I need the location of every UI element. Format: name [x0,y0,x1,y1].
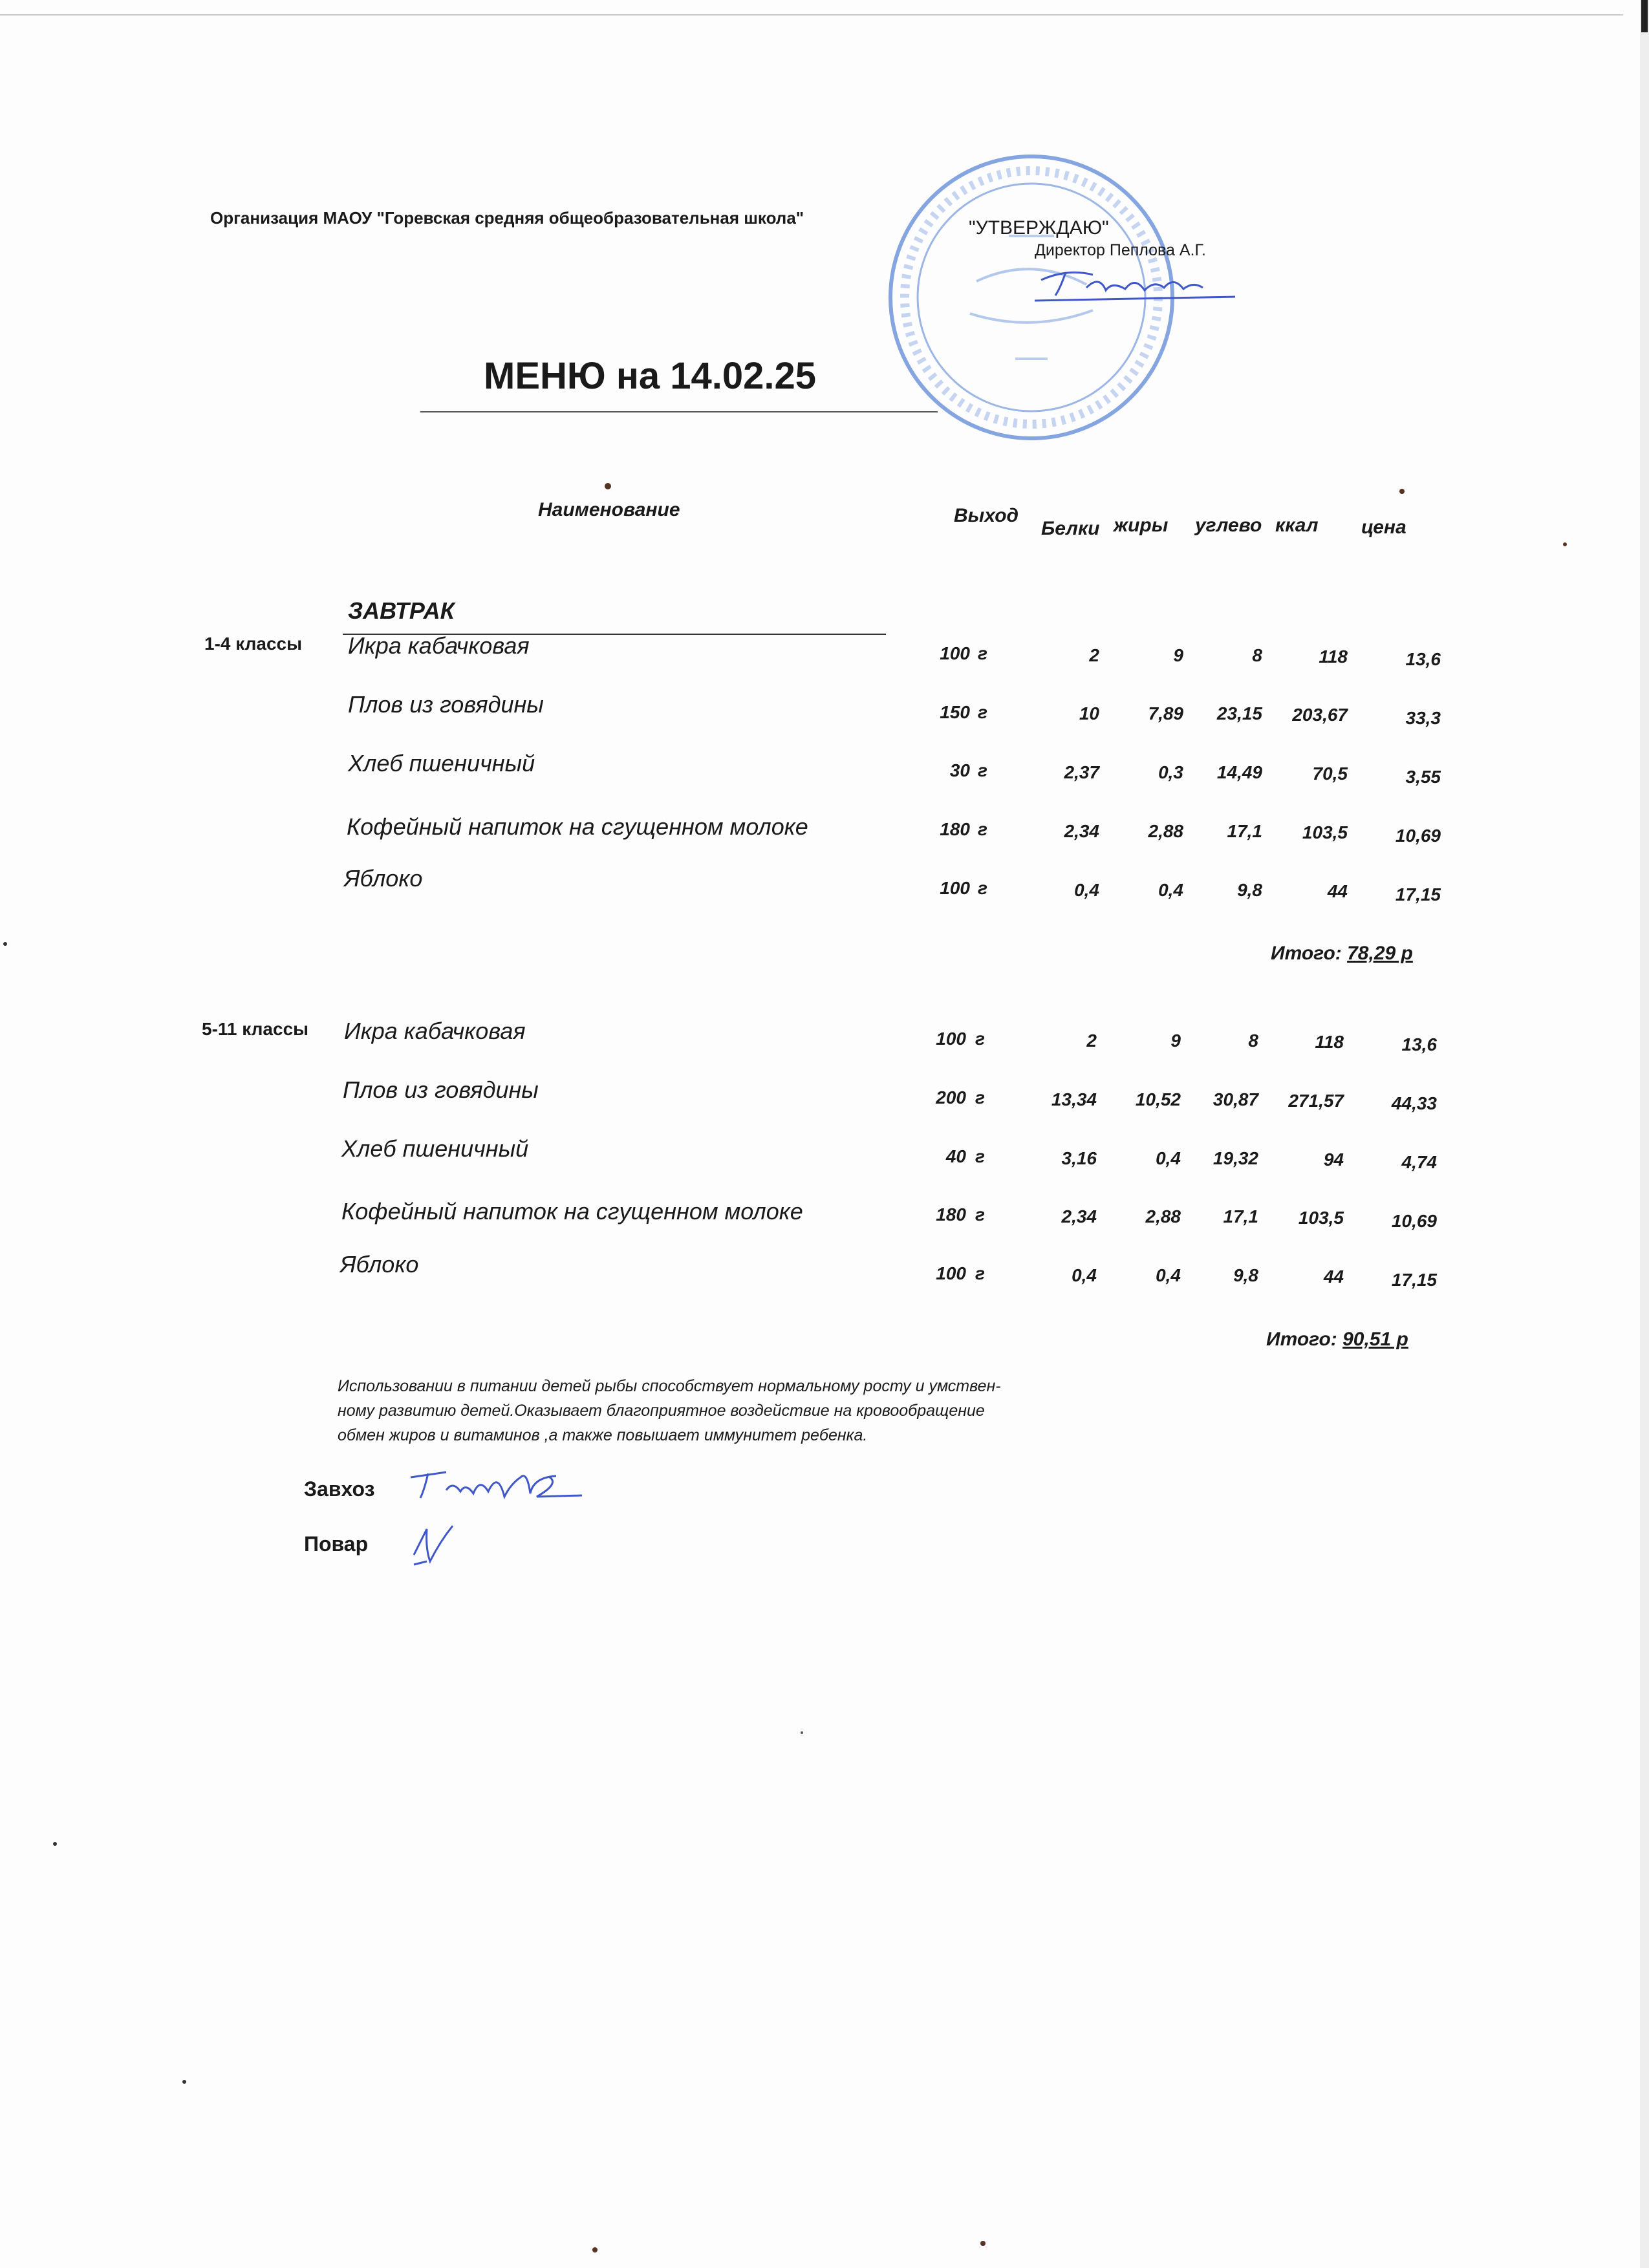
column-header-price: цена [1361,517,1406,538]
note-line: обмен жиров и витаминов ,а также повышает иммунитет ребенка. [338,1426,868,1444]
dish-price: 13,6 [1401,1034,1437,1054]
dish-carbs: 23,15 [1216,703,1262,723]
approve-heading: "УТВЕРЖДАЮ" [969,217,1109,239]
dish-name: Икра кабачковая [348,632,530,659]
dish-protein: 10 [1079,703,1099,723]
total-label: Итого: [1271,943,1342,964]
dish-fat: 0,4 [1158,880,1183,900]
note-line: ному развитию детей.Оказывает благоприятное воздействие на кровообращение [338,1402,985,1420]
dish-carbs: 19,32 [1212,1148,1258,1168]
dish-amount: 100 [936,1263,966,1283]
note-line: Использовании в питании детей рыбы способствует нормальному росту и умствен- [338,1377,1001,1395]
dish-unit: г [975,1146,985,1166]
dish-kcal: 44 [1327,881,1348,901]
dish-price: 3,55 [1405,767,1441,787]
dish-protein: 2 [1089,645,1099,665]
dish-kcal: 94 [1323,1150,1344,1170]
dish-unit: г [978,702,987,722]
dish-price: 4,74 [1401,1152,1437,1172]
dish-protein: 2,34 [1061,1206,1097,1226]
dish-name: Хлеб пшеничный [341,1135,529,1162]
dish-price: 17,15 [1395,884,1441,904]
dish-fat: 0,3 [1158,762,1183,782]
dish-name: Икра кабачковая [344,1018,526,1044]
dish-carbs: 14,49 [1216,762,1262,782]
dish-carbs: 8 [1252,645,1262,665]
dish-kcal: 271,57 [1288,1091,1344,1111]
dish-name: Плов из говядины [343,1076,539,1103]
dish-protein: 2,34 [1064,821,1099,841]
dish-kcal: 103,5 [1302,822,1348,842]
cook-label: Повар [304,1532,369,1556]
dish-unit: г [975,1204,985,1225]
dish-name: Яблоко [344,865,423,892]
dish-amount: 30 [949,760,970,780]
dish-carbs: 8 [1248,1031,1258,1051]
column-header-kcal: ккал [1275,515,1319,536]
dish-price: 10,69 [1395,826,1441,846]
dish-fat: 2,88 [1145,1206,1181,1226]
dish-kcal: 118 [1315,1032,1344,1052]
dish-price: 13,6 [1405,649,1441,669]
dish-protein: 13,34 [1051,1089,1097,1109]
organization-line: Организация МАОУ "Горевская средняя общеобразовательная школа" [210,208,804,228]
dish-unit: г [975,1029,985,1049]
dish-amount: 100 [940,878,970,898]
dish-protein: 2,37 [1064,762,1099,782]
column-header-fat: жиры [1114,515,1169,536]
dish-fat: 9 [1170,1031,1181,1051]
dish-kcal: 44 [1323,1267,1344,1287]
column-header-carbs: углево [1195,515,1262,536]
dish-name: Яблоко [340,1251,419,1278]
dish-kcal: 70,5 [1312,764,1348,784]
dish-amount: 150 [940,702,970,722]
dish-unit: г [975,1087,985,1107]
dish-price: 44,33 [1391,1093,1437,1113]
storekeeper-label: Завхоз [304,1477,375,1501]
dish-amount: 180 [936,1204,966,1225]
column-header-output: Выход [954,505,1019,526]
dish-price: 10,69 [1391,1211,1437,1231]
dish-kcal: 118 [1319,647,1348,667]
dish-carbs: 17,1 [1227,821,1262,841]
dish-amount: 200 [936,1087,966,1107]
dish-carbs: 9,8 [1237,880,1262,900]
group-label: 1-4 классы [204,634,303,654]
dish-fat: 0,4 [1156,1265,1181,1285]
dish-kcal: 203,67 [1292,705,1348,725]
dish-amount: 180 [940,819,970,839]
dish-fat: 10,52 [1135,1089,1181,1109]
dish-carbs: 30,87 [1212,1089,1258,1109]
total-label: Итого: [1266,1329,1337,1350]
dish-unit: г [978,878,987,898]
director-name: Директор Пеплова А.Г. [1035,241,1206,259]
column-header-name: Наименование [538,499,680,520]
dish-unit: г [978,819,987,839]
dish-unit: г [975,1263,985,1283]
dish-protein: 3,16 [1061,1148,1097,1168]
dish-carbs: 17,1 [1223,1206,1258,1226]
group-label: 5-11 классы [202,1019,309,1039]
dish-protein: 0,4 [1074,880,1099,900]
dish-unit: г [978,760,987,780]
dish-name: Кофейный напиток на сгущенном молоке [347,813,808,840]
dish-amount: 100 [940,643,970,663]
total-value: 78,29 р [1347,943,1413,964]
column-header-protein: Белки [1041,518,1100,539]
dish-amount: 100 [936,1029,966,1049]
dish-fat: 7,89 [1148,703,1183,723]
dish-price: 33,3 [1405,708,1441,728]
dish-fat: 2,88 [1148,821,1183,841]
dish-name: Плов из говядины [348,691,544,718]
dish-name: Кофейный напиток на сгущенном молоке [341,1198,803,1225]
dish-protein: 0,4 [1072,1265,1097,1285]
dish-amount: 40 [945,1146,966,1166]
total-value: 90,51 р [1342,1329,1408,1350]
dish-fat: 9 [1173,645,1183,665]
dish-kcal: 103,5 [1298,1208,1344,1228]
dish-name: Хлеб пшеничный [348,750,535,776]
section-title-breakfast: ЗАВТРАК [348,597,455,624]
page-title: МЕНЮ на 14.02.25 [484,355,816,397]
dish-price: 17,15 [1391,1270,1437,1290]
dish-fat: 0,4 [1156,1148,1181,1168]
dish-unit: г [978,643,987,663]
dish-protein: 2 [1086,1031,1097,1051]
dish-carbs: 9,8 [1233,1265,1258,1285]
